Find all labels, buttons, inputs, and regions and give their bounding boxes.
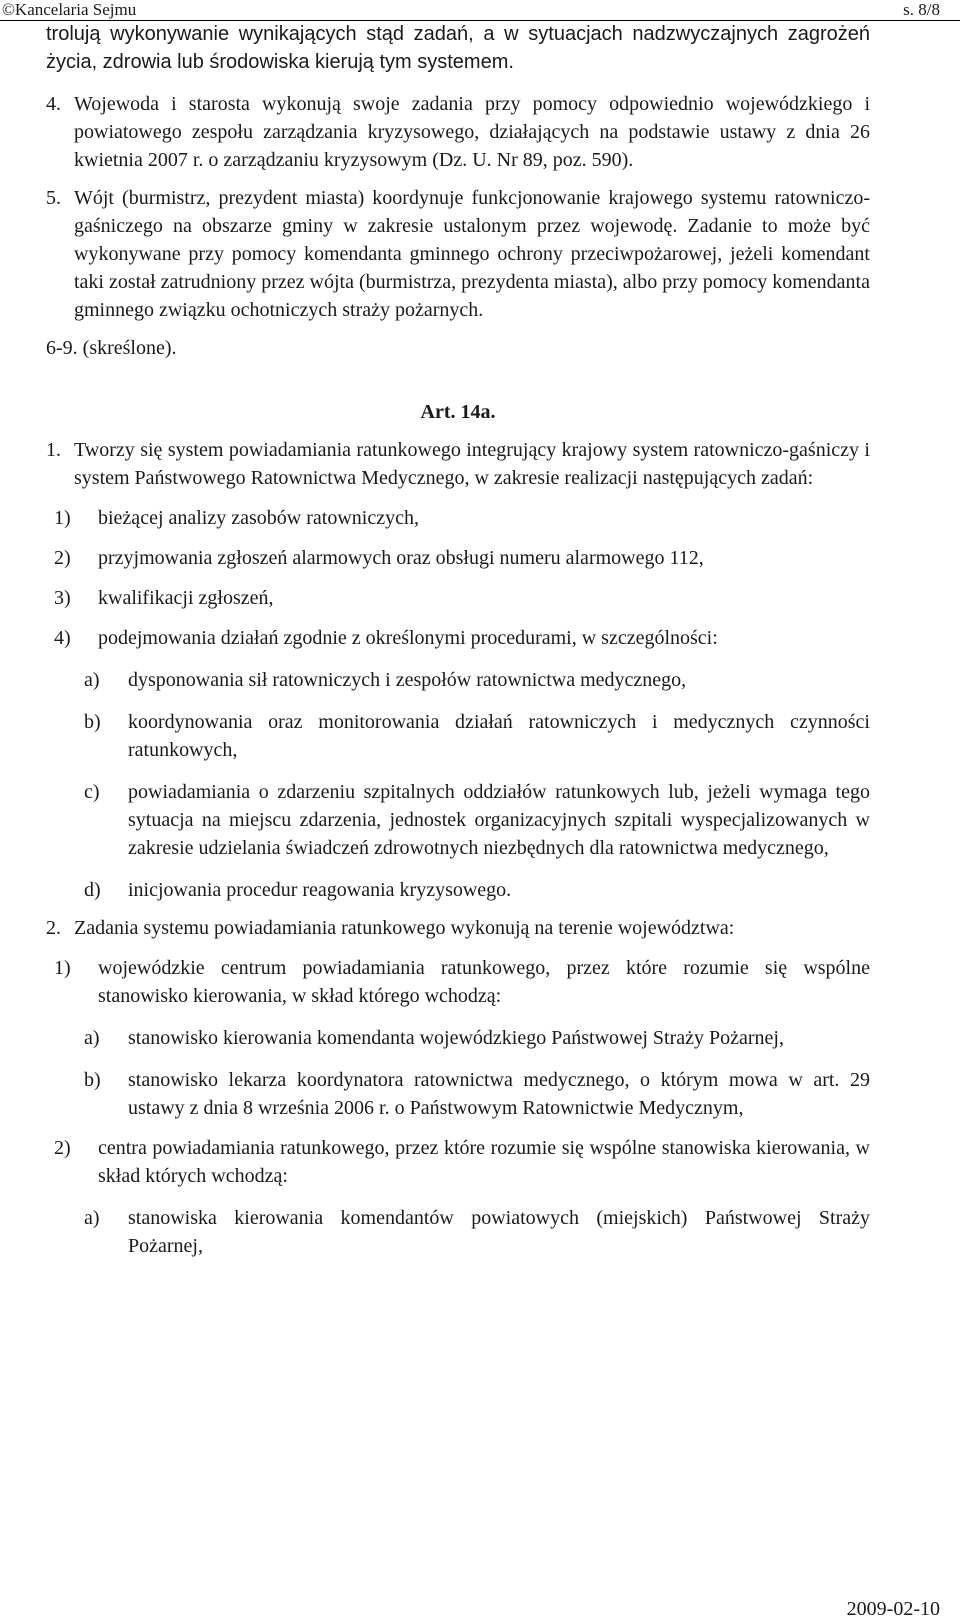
sub-list-item xyxy=(84,778,870,862)
item-text: stanowisko lekarza koordynatora ratownictwa medycznego, o którym mowa w art. 29 ustawy z dnia 8 września 2006 r. o Państwowym Ratownictwie Medycznym, xyxy=(128,1069,870,1119)
page-header xyxy=(0,0,960,22)
paragraph-number: 4. xyxy=(46,93,61,115)
item-text: dysponowania sił ratowniczych i zespołów ratownictwa medycznego, xyxy=(128,669,687,691)
item-letter: a) xyxy=(84,1027,100,1049)
item-letter: b) xyxy=(84,1069,101,1091)
item-text: wojewódzkie centrum powiadamiania ratunkowego, przez które rozumie się wspólne stanowisko kierowania, w skład którego wchodzą: xyxy=(98,957,870,1007)
item-text: kwalifikacji zgłoszeń, xyxy=(98,587,274,609)
paragraph-text: Wojewoda i starosta wykonują swoje zadania przy pomocy odpowiednio wojewódzkiego i powiatowego zespołu zarządzania kryzysowego, działających na podstawie ustawy z dnia 26 kwietnia 2007 r. o zarządzaniu kryzysowym (Dz. U. Nr 89, poz. 590). xyxy=(74,93,870,171)
intro-paragraph: trolują wykonywanie wynikających stąd zadań, a w sytuacjach nadzwyczajnych zagrożeń życia, zdrowia lub środowiska kierują tym systemem. xyxy=(46,23,870,73)
item-number: 3) xyxy=(54,587,71,609)
sub-list-item xyxy=(84,1204,870,1260)
item-text: stanowisko kierowania komendanta wojewódzkiego Państwowej Straży Pożarnej, xyxy=(128,1027,784,1049)
item-letter: a) xyxy=(84,669,100,691)
item-number: 2) xyxy=(54,1137,71,1159)
list-item xyxy=(54,584,870,612)
paragraph-number: 5. xyxy=(46,187,61,209)
item-text: koordynowania oraz monitorowania działań ratowniczych i medycznych czynności ratunkowych, xyxy=(128,711,870,761)
sub-list-item xyxy=(84,666,870,694)
section-text: Zadania systemu powiadamiania ratunkowego wykonują na terenie województwa: xyxy=(74,917,735,939)
document-body xyxy=(46,20,870,1260)
section-text: Tworzy się system powiadamiania ratunkowego integrujący krajowy system ratowniczo-gaśniczy i system Państwowego Ratownictwa Medycznego, w zakresie realizacji następujących zadań: xyxy=(74,439,870,489)
item-text: centra powiadamiania ratunkowego, przez które rozumie się wspólne stanowiska kierowania, w skład których wchodzą: xyxy=(98,1137,870,1187)
sub-list-item xyxy=(84,876,870,904)
sub-list-item xyxy=(84,1066,870,1122)
list-item xyxy=(54,544,870,572)
item-text: podejmowania działań zgodnie z określonymi procedurami, w szczególności: xyxy=(98,627,718,649)
section-number: 2. xyxy=(46,917,61,939)
page-footer-date: 2009-02-10 xyxy=(846,1598,940,1620)
item-text: inicjowania procedur reagowania kryzysowego. xyxy=(128,879,512,901)
article-heading: Art. 14a. xyxy=(420,401,496,423)
item-text: bieżącej analizy zasobów ratowniczych, xyxy=(98,507,419,529)
paragraph-4 xyxy=(46,90,870,174)
item-number: 2) xyxy=(54,547,71,569)
paragraph-5 xyxy=(46,184,870,324)
item-letter: c) xyxy=(84,781,100,803)
item-letter: b) xyxy=(84,711,101,733)
item-number: 4) xyxy=(54,627,71,649)
item-text: stanowiska kierowania komendantów powiatowych (miejskich) Państwowej Straży Pożarnej, xyxy=(128,1207,870,1257)
header-copyright: ©Kancelaria Sejmu xyxy=(2,0,137,19)
list-item xyxy=(54,1134,870,1190)
item-number: 1) xyxy=(54,507,71,529)
item-letter: a) xyxy=(84,1207,100,1229)
header-page-number: s. 8/8 xyxy=(903,0,940,19)
section-number: 1. xyxy=(46,439,61,461)
section-2 xyxy=(46,914,870,942)
paragraph-text: Wójt (burmistrz, prezydent miasta) koordynuje funkcjonowanie krajowego systemu ratowniczo-gaśniczego na obszarze gminy w zakresie ustalonym przez wojewodę. Zadanie to może być wykonywane przy pomocy komendanta gminnego ochrony przeciwpożarowej, jeżeli komendant taki został zatrudniony przez wójta (burmistrza, prezydenta miasta), albo przy pomocy komendanta gminnego związku ochotniczych straży pożarnych. xyxy=(74,187,870,321)
section-1 xyxy=(46,436,870,492)
sub-list-item xyxy=(84,1024,870,1052)
sub-list-item xyxy=(84,708,870,764)
item-text: przyjmowania zgłoszeń alarmowych oraz obsługi numeru alarmowego 112, xyxy=(98,547,704,569)
list-item xyxy=(54,624,870,652)
list-item xyxy=(54,504,870,532)
paragraph-6-9: 6-9. (skreślone). xyxy=(46,337,177,359)
item-text: powiadamiania o zdarzeniu szpitalnych oddziałów ratunkowych lub, jeżeli wymaga tego sytuacja na miejscu zdarzenia, jednostek organizacyjnych szpitali wyspecjalizowanych w zakresie udzielania świadczeń zdrowotnych niezbędnych dla ratownictwa medycznego, xyxy=(128,781,870,859)
list-item xyxy=(54,954,870,1010)
item-letter: d) xyxy=(84,879,101,901)
item-number: 1) xyxy=(54,957,71,979)
